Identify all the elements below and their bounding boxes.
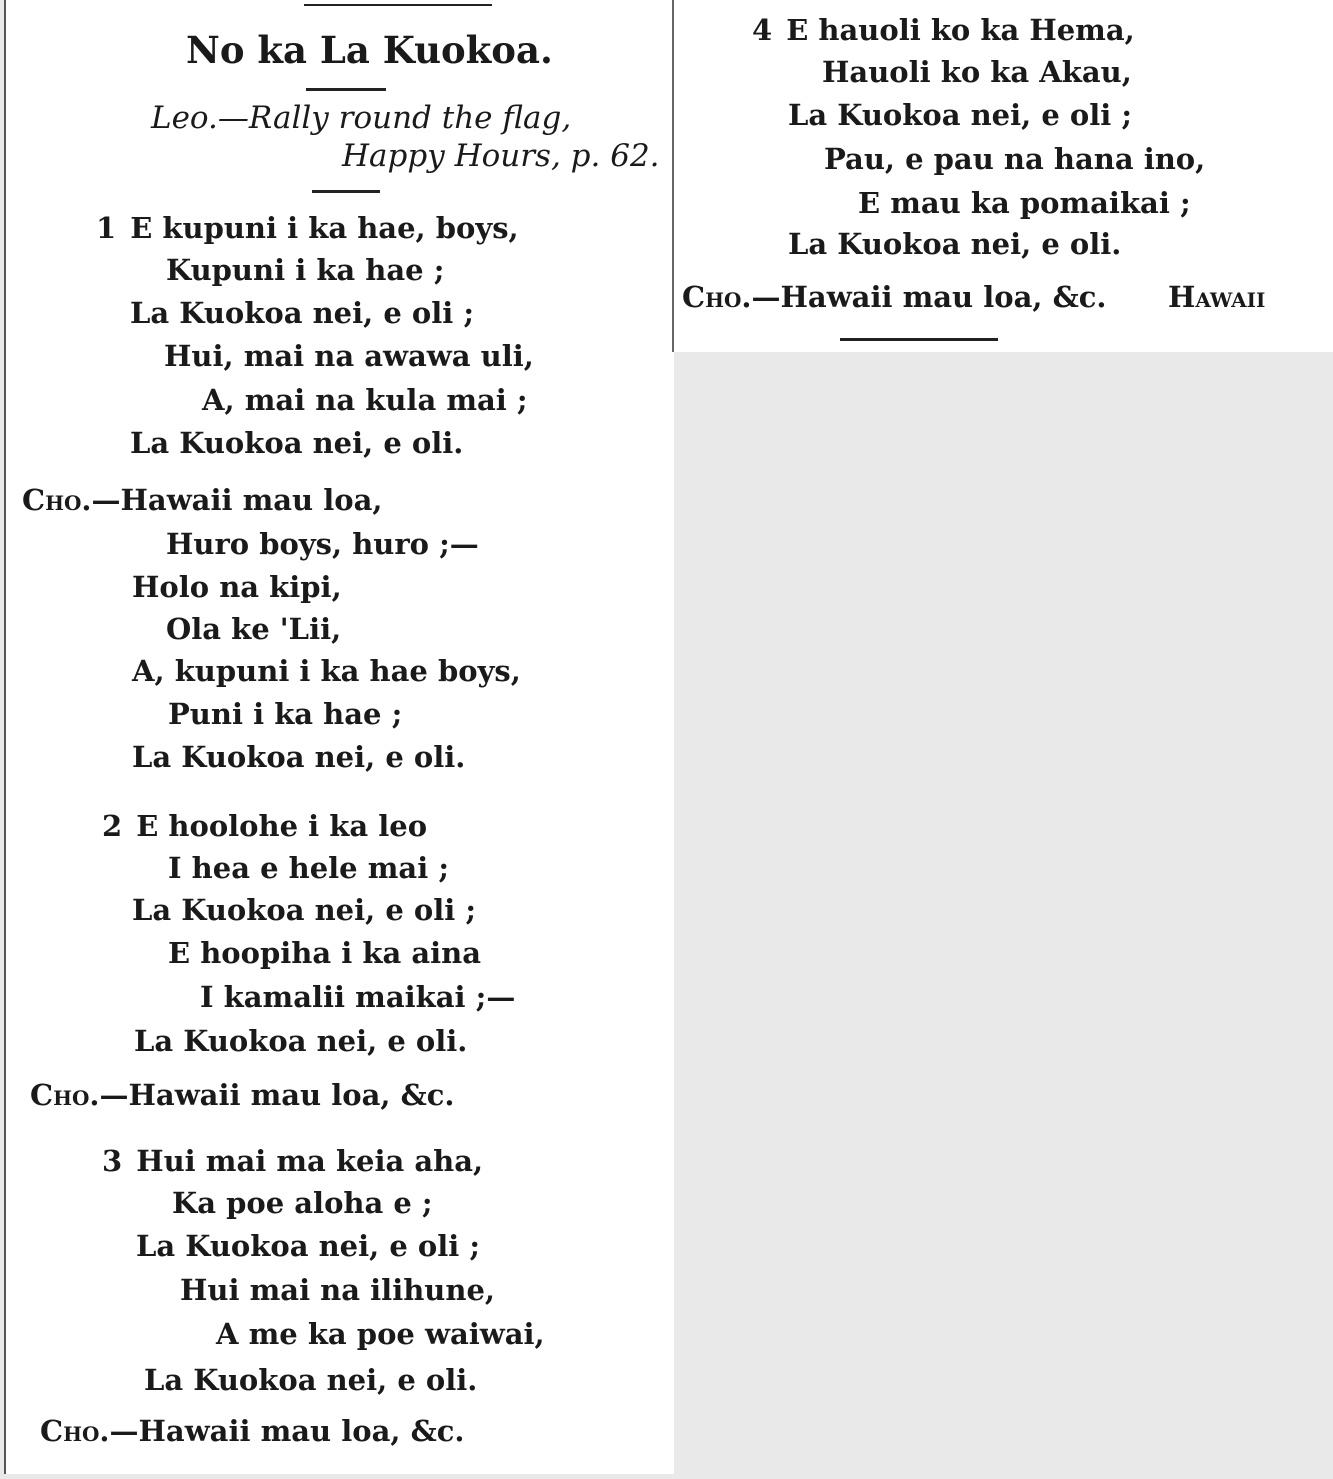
author-signature: Hawaii: [1168, 280, 1266, 314]
verse-4-line-2: Hauoli ko ka Akau,: [822, 55, 1132, 89]
chorus-first-line: Cho.—Hawaii mau loa,: [22, 483, 383, 517]
chorus-reference: Cho.—Hawaii mau loa, &c.: [40, 1414, 465, 1448]
verse-4-line-5: E mau ka pomaikai ;: [858, 186, 1191, 220]
verse-2-line-2: I hea e hele mai ;: [168, 851, 450, 885]
verse-3-line-1: 3 Hui mai ma keia aha,: [102, 1144, 484, 1178]
verse-3-line-2: Ka poe aloha e ;: [172, 1186, 433, 1220]
verse-3-line-6: La Kuokoa nei, e oli.: [144, 1363, 478, 1397]
verse-2-line-6: La Kuokoa nei, e oli.: [134, 1024, 468, 1058]
verse-2-line-4: E hoopiha i ka aina: [168, 936, 482, 970]
poem-title: No ka La Kuokoa.: [186, 28, 553, 72]
left-column: [4, 0, 674, 1474]
tune-line-2: Happy Hours, p. 62.: [342, 138, 660, 174]
verse-4-line-4: Pau, e pau na hana ino,: [824, 142, 1206, 176]
verse-2-line-5: I kamalii maikai ;—: [200, 980, 516, 1014]
title-rule: [306, 88, 386, 91]
verse-1-line-2: Kupuni i ka hae ;: [166, 253, 445, 287]
chorus-line-5: A, kupuni i ka hae boys,: [132, 654, 521, 688]
chorus-line-4: Ola ke 'Lii,: [166, 612, 342, 646]
verse-1-line-4: Hui, mai na awawa uli,: [164, 339, 534, 373]
top-rule: [304, 4, 492, 6]
verse-4-line-3: La Kuokoa nei, e oli ;: [788, 98, 1133, 132]
chorus-line-2: Huro boys, huro ;—: [166, 527, 479, 561]
verse-1-line-1: 1 E kupuni i ka hae, boys,: [96, 211, 519, 245]
verse-1-line-6: La Kuokoa nei, e oli.: [130, 426, 464, 460]
chorus-reference: Cho.—Hawaii mau loa, &c.: [682, 280, 1107, 314]
tune-line-1: Leo.—Rally round the flag,: [151, 100, 572, 136]
verse-4-line-1: 4 E hauoli ko ka Hema,: [752, 13, 1135, 47]
right-column: [672, 0, 1333, 352]
verse-2-line-1: 2 E hoolohe i ka leo: [102, 809, 428, 843]
verse-2-line-3: La Kuokoa nei, e oli ;: [132, 893, 477, 927]
verse-3-line-5: A me ka poe waiwai,: [216, 1317, 545, 1351]
verse-3-line-4: Hui mai na ilihune,: [180, 1273, 496, 1307]
chorus-line-7: La Kuokoa nei, e oli.: [132, 740, 466, 774]
verse-4-line-6: La Kuokoa nei, e oli.: [788, 227, 1122, 261]
bottom-rule: [840, 338, 998, 341]
verse-1-line-5: A, mai na kula mai ;: [202, 383, 528, 417]
verse-number: 2: [102, 809, 123, 843]
tune-rule: [312, 190, 380, 193]
chorus-line-3: Holo na kipi,: [132, 570, 342, 604]
verse-number: 4: [752, 13, 773, 47]
verse-number: 1: [96, 211, 117, 245]
verse-1-line-3: La Kuokoa nei, e oli ;: [130, 296, 475, 330]
chorus-line-6: Puni i ka hae ;: [168, 697, 403, 731]
verse-3-line-3: La Kuokoa nei, e oli ;: [136, 1229, 481, 1263]
verse-number: 3: [102, 1144, 123, 1178]
chorus-reference: Cho.—Hawaii mau loa, &c.: [30, 1078, 455, 1112]
